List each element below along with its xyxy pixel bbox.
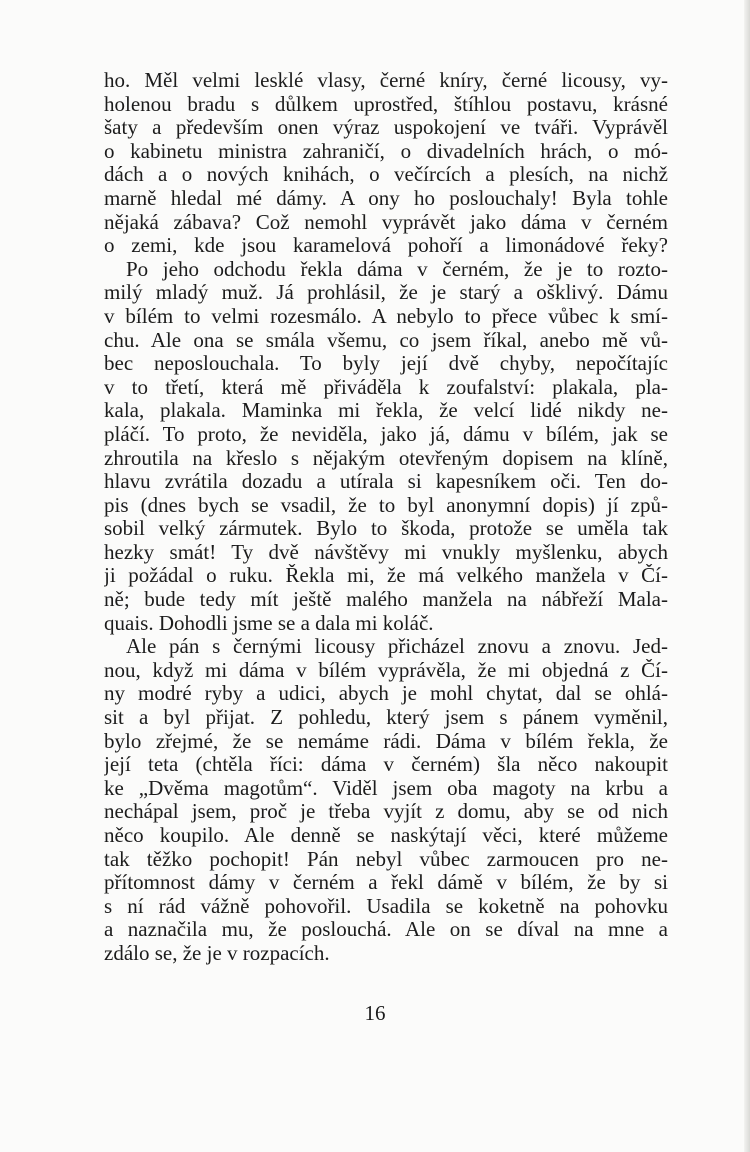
text-line: dách a o nových knihách, o večírcích a plesích, na nichž — [104, 163, 668, 187]
text-line: zdálo se, že je v rozpacích. — [104, 941, 330, 965]
text-line: nechápal jsem, proč je třeba vyjít z domu, aby se od nich — [104, 800, 668, 824]
paragraph-3 — [104, 635, 668, 965]
text-line: její teta (chtěla říci: dáma v černém) šla něco nakoupit — [104, 753, 668, 777]
page-number: 16 — [364, 1001, 386, 1025]
text-line: holenou bradu s důlkem uprostřed, štíhlou postavu, krásné — [104, 92, 668, 116]
text-line: nějaká zábava? Což nemohl vyprávět jako dáma v černém — [104, 210, 668, 234]
text-line: ny modré ryby a udici, abych je mohl chytat, dal se ohlá- — [104, 682, 668, 706]
text-line: bec neposlouchala. To byly její dvě chyby, nepočítajíc — [104, 352, 668, 376]
text-line: přítomnost dámy v černém a řekl dámě v bílém, že by si — [104, 871, 668, 895]
text-line: něco koupilo. Ale denně se naskýtají věci, které můžeme — [104, 824, 668, 847]
text-line: a naznačila mu, že poslouchá. Ale on se díval na mne a — [104, 918, 668, 942]
text-line: chu. Ale ona se smála všemu, co jsem říkal, anebo mě vů- — [104, 328, 668, 352]
text-line: pis (dnes bych se vsadil, že to byl anonymní dopis) jí způ- — [104, 493, 668, 517]
text-line: bylo zřejmé, že se nemáme rádi. Dáma v bílém řekla, že — [104, 729, 668, 753]
text-line: zhroutila na křeslo s nějakým otevřeným dopisem na klíně, — [104, 446, 668, 470]
text-line: Ale pán s černými licousy přicházel znovu a znovu. Jed- — [126, 635, 668, 659]
text-line: o zemi, kde jsou karamelová pohoří a limonádové řeky? — [104, 234, 668, 258]
text-line: marně hledal mé dámy. A ony ho poslouchaly! Byla tohle — [104, 186, 668, 210]
text-line: v to třetí, která mě přiváděla k zoufalství: plakala, pla- — [104, 375, 668, 399]
text-line: sobil velký zármutek. Bylo to škoda, protože se uměla tak — [104, 517, 668, 541]
paragraph-2 — [104, 258, 668, 636]
text-line: tak těžko pochopit! Pán nebyl vůbec zarmoucen pro ne- — [104, 847, 668, 871]
page-edge-shadow — [744, 0, 750, 1152]
text-line: kala, plakala. Maminka mi řekla, že velcí lidé nikdy ne- — [104, 399, 668, 423]
text-line: ho. Měl velmi lesklé vlasy, černé kníry, černé licousy, vy- — [104, 69, 668, 92]
text-line: ně; bude tedy mít ještě malého manžela na nábřeží Mala- — [104, 588, 668, 612]
text-line: šaty a především onen výraz uspokojení ve tváři. Vyprávěl — [104, 116, 668, 140]
text-line: v bílém to velmi rozesmálo. A nebylo to přece vůbec k smí- — [104, 304, 668, 328]
text-line: nou, když mi dáma v bílém vyprávěla, že mi objedná z Čí- — [104, 658, 668, 682]
text-line: hezky smát! Ty dvě návštěvy mi vnukly myšlenku, abych — [104, 540, 668, 564]
text-line: ji požádal o ruku. Řekla mi, že má velkého manžela v Čí- — [104, 564, 668, 588]
text-line: quais. Dohodli jsme se a dala mi koláč. — [104, 611, 434, 635]
text-line: s ní rád vážně pohovořil. Usadila se koketně na pohovku — [104, 894, 668, 918]
text-line: ke „Dvěma magotům“. Viděl jsem oba magoty na krbu a — [104, 776, 668, 800]
text-line: pláčí. To proto, že neviděla, jako já, dámu v bílém, jak se — [104, 422, 668, 446]
text-line: hlavu zvrátila dozadu a utírala si kapesníkem oči. Ten do- — [104, 470, 668, 494]
text-line: Po jeho odchodu řekla dáma v černém, že je to rozto- — [126, 257, 668, 281]
text-line: o kabinetu ministra zahraničí, o divadelních hrách, o mó- — [104, 139, 668, 163]
text-line: milý mladý muž. Já prohlásil, že je starý a ošklivý. Dámu — [104, 281, 668, 305]
text-line: sit a byl přijat. Z pohledu, který jsem s pánem vyměnil, — [104, 706, 668, 730]
paragraph-1 — [104, 69, 668, 258]
body-text — [104, 69, 668, 966]
